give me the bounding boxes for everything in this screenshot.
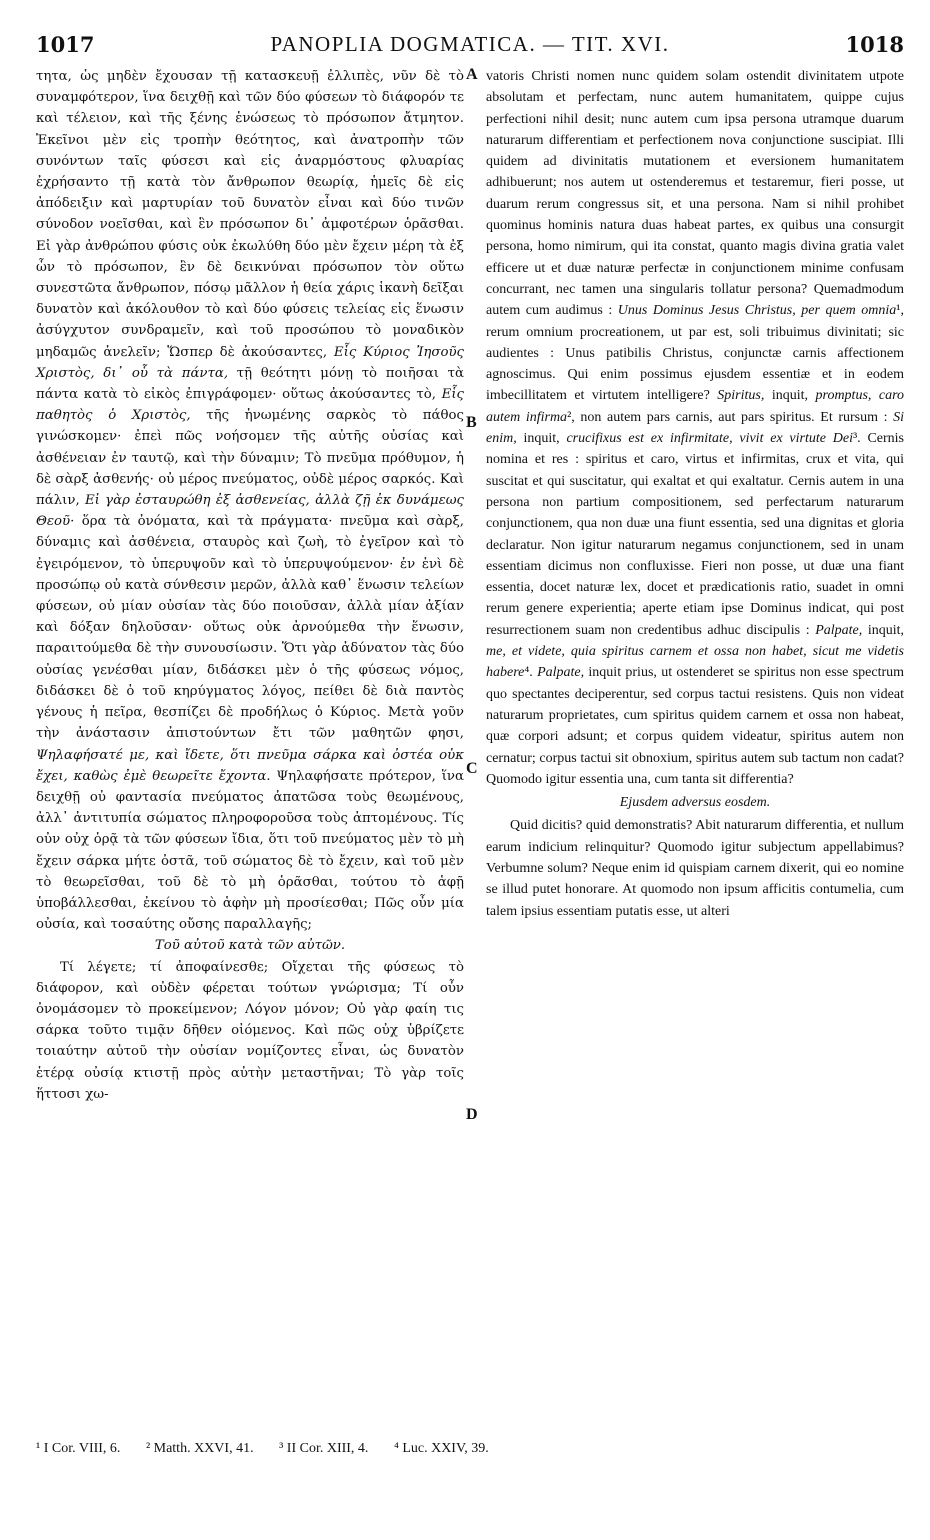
latin-quote: Unus Dominus Jesus Christus, per quem omnia [617,303,897,319]
page-number-left: 1017 [36,32,95,57]
latin-quote: Si enim, [486,409,905,447]
greek-text: ὅρα τὰ ὀνόματα, καὶ τὰ πράγματα· πνεῦμα καὶ σὰρξ, δύναμις καὶ ἀσθένεια, σταυρὸς καὶ ζωὴ, τὸ ἐγεῖρον καὶ τὸ ἐγειρόμενον, τὸ ὑπερυψοῦν καὶ τὸ ὑπερυψούμενον· ἐν ἑνὶ δὲ προσώπῳ οὐ κατὰ σύνθεσιν μερῶν, ἀλλὰ καθ᾽ ἕνωσιν τελείων φύσεων, οὐ μίαν οὐσίαν τὰς δύο ποιοῦσαν, ἀλλὰ μίαν ἀξίαν καὶ δόξαν δηλοῦσαν· οὕτως οὐκ ἀρνούμεθα τὴν ἕνωσιν, παραιτούμεθα δὲ τὴν συνουσίωσιν. Ὅτι γὰρ ἀδύνατον τὰς δύο οὐσίας γενέσθαι μίαν, διδάσκει μὲν ὁ τῆς φύσεως νόμος, διδάσκει δὲ ὁ τοῦ κηρύγματος λόγος, πείθει δὲ διὰ παντὸς γένους ἡ πεῖρα, θεσπίζει δὲ προδήλως ὁ Κύριος. Μετὰ γοῦν τὴν ἀνάστασιν ἀπιστούντων ἔτι τῶν μαθητῶν φησι, [36,514,464,742]
latin-text: inquit, [867,622,904,638]
margin-mark-a: A [466,66,478,83]
greek-text: τῇ θεότητι μόνῃ τὸ ποιῆσαι τὰ πάντα κατὰ τὸ εἰκὸς ἐπιγράφομεν· οὕτως ἀκούσαντες τὸ, [36,365,464,403]
footnote-1: ¹ I Cor. VIII, 6. [36,1441,121,1456]
greek-text: τητα, ὡς μηδὲν ἔχουσαν τῇ κατασκευῇ ἐλλιπὲς, νῦν δὲ τὸ συναμφότερον, ἵνα δειχθῇ καὶ τῶν δύο φύσεων τὸ διάφορόν τε καὶ τέλειον, καὶ τῆς ξένης ἑνώσεως τὸ πρόσωπον ἄτμητον. Ἐκεῖνοι μὲν εἰς τροπὴν θεότητος, καὶ ἀνατροπὴν τῶν συνόντων ταῖς φύσεσι καὶ εἰς ἀναρμόστους φλυαρίας ἐχρήσαντο τῇ κατὰ τὸν ἄνθρωπον θεωρίᾳ, ἡμεῖς δὲ εἰς ἀπόδειξιν καὶ μαρτυρίαν τοῦ δυνατὸν εἶναι καὶ δύο τινῶν σύνοδον νοεῖσθαι, καὶ ἓν πρόσωπον δι᾽ ἀμφοτέρων ὁρᾶσθαι. Εἰ γὰρ ἀνθρώπου φύσις οὐκ ἐκωλύθη δύο μὲν ἔχειν μέρη τὰ ἐξ ὧν τὸ πρόσωπον, ἓν δὲ δεικνύναι πρόσωπον τὸν οὕτω συνεστῶτα ἄνθρωπον, πόσῳ μᾶλλον ἡ θεία χάρις ἱκανὴ δεῖξαι δυνατὸν καὶ ἀκόλουθον τὸ καὶ δύο φύσεις τελείας εἰς ἕνωσιν ἀσύγχυτον συνδραμεῖν, καὶ τοῦ προσώπου τὸ μοναδικὸν μηδαμῶς ἀνελεῖν; Ὥσπερ δὲ ἀκούσαντες, [36,69,464,360]
greek-text: τῆς ἡνωμένης σαρκὸς τὸ πάθος γινώσκομεν· ἐπεὶ πῶς νοήσομεν τῆς αὐτῆς οὐσίας καὶ ἀσθένειαν ἐν ταυτῷ, καὶ τὴν δύναμιν; Τὸ πνεῦμα πρόθυμον, ἡ δὲ σὰρξ ἀσθενής· οὐ μέρος πνεύματος, οὐδὲ μέρος σαρκός. Καὶ πάλιν, [36,408,464,509]
latin-text: vatoris Christi nomen nunc quidem solam ostendit divinitatem utpote absolutam et perfectam, nunc autem humanitatem, quippe cujus perfectioni nihil desit; nunc autem cum ipsa persona utramque duarum naturarum differentiam et perfectionem nova conjunctione suscipiat. Illi quidem ad divinitatis mutationem et eversionem humanitatem adhibuerunt; nos autem ut ostenderemus et testaremur, fieri posse, ut duarum rerum congressus sit, et una persona. Nam si nihil prohibet quominus hominis natura duas habeat partes, ex quibus una consurgit persona, homo nimirum, qui ita constat, quanto magis divina gratia valet efficere ut et duæ naturæ perfectæ in conjunctionem minime confusam concurrant, nec tamen una singularis tollatur persona? Quemadmodum autem cum audimus : [486,69,904,319]
running-header [36,28,904,58]
latin-text: inquit, [523,431,560,447]
latin-text: ⁴. [524,665,533,681]
margin-mark-d: D [466,1106,478,1123]
footnote-3: ³ II Cor. XIII, 4. [279,1441,369,1456]
footnotes [36,1441,511,1457]
latin-quote: promptus, caro autem infirma [486,388,905,425]
greek-quote: Εἷς Κύριος Ἰησοῦς Χριστὸς, δι᾽ οὗ τὰ πάντα, [36,344,465,381]
greek-paragraph-1 [36,66,464,935]
latin-text: ², non autem pars carnis, aut pars spiritus. Et rursum : [567,409,888,425]
latin-quote: crucifixus est ex infirmitate, vivit ex virtute Dei [566,431,853,447]
greek-quote: Ψηλαφήσατέ με, καὶ ἴδετε, ὅτι πνεῦμα σάρκα καὶ ὀστέα οὐκ ἔχει, καθὼς ἐμὲ θεωρεῖτε ἔχοντα. [36,747,464,784]
latin-paragraph-2: Quid dicitis? quid demonstratis? Abit naturarum differentia, et nullum earum indicium relinquitur? Quomodo igitur subjectum appellabimus? Verbumne solum? Neque enim id quispiam carnem dixerit, qui eo nomine se illud putet honorare. At quomodo non ipsum afficitis contumelia, cum talem ipsius essentiam putatis esse, ut alteri [486,818,904,919]
greek-quote: Εἰ γὰρ ἐσταυρώθη ἐξ ἀσθενείας, ἀλλὰ ζῇ ἐκ δυνάμεως Θεοῦ· [36,493,464,530]
running-title: PANOPLIA DOGMATICA. — TIT. XVI. [270,32,670,56]
latin-text: inquit prius, ut ostenderet se spiritus non esse spectrum quo spectantes deciperentur, sed corpus tactui resistens. Quis non videat naturarum proprietates, cum spiritus quidem carnem et ossa non habeat, quæ corpori adsunt; et corpus quidem videatur, spiritus autem non cernatur; corpus tactui sit obnoxium, spiritus autem sub tactum non cadat? Quomodo igitur essentia una, cum tanta sit differentia? [486,665,905,787]
latin-column [486,66,904,922]
latin-paragraph-1 [486,66,904,790]
latin-quote: Spiritus, [717,388,765,404]
greek-text: Ψηλαφήσατε πρότερον, ἵνα δειχθῇ οὐ φαντασία πνεύματος ἀπατῶσα τοὺς θεωμένους, ἀλλ᾽ ἀντιτυπία σώματος πληροφοροῦσα τοὺς ἀπτομένους. Τίς οὐν οὐχ ὁρᾷ τὰ τῶν φύσεων ἴδια, ὅτι τοῦ πνεύματος μὲν τὸ μὴ ἔχειν σάρκα μήτε ὀστᾶ, τοῦ σώματος δὲ τὸ ἔχειν, καὶ τοῦ μὲν τὸ θεωρεῖσθαι, τοῦ δὲ τὸ μὴ ὁρᾶσθαι, τούτου τὸ ἁφῇ ὑποβάλλεσθαι, ἐκείνου τὸ ἁφὴν μὴ προσίεσθαι; Πῶς οὖν μία οὐσία, καὶ τοσαύτης οὔσης παραλλαγῆς; [36,768,464,933]
margin-mark-b: B [466,414,477,431]
greek-column [36,66,464,1105]
latin-quote: me, et videte, quia spiritus carnem et ossa non habet, sicut me videtis habere [486,644,904,681]
latin-quote: Palpate, [537,665,585,681]
latin-text: ¹, rerum omnium procreationem, ut par est, soli tribuimus divinitati; sic audientes : Unus patibilis Christus, conjunctæ carnis affectionem agnoscimus. Qui enim possimus ejusdem essentiæ et in eodem imbecillitatem et virtutem intelligere? [486,303,904,404]
footnote-2: ² Matth. XXVI, 41. [145,1441,254,1456]
greek-section-title: Τοῦ αὐτοῦ κατὰ τῶν αὐτῶν. [154,938,346,954]
margin-mark-c: C [466,760,478,777]
latin-quote: Palpate, [815,622,863,638]
latin-text: inquit, [771,388,809,404]
latin-section-title: Ejusdem adversus eosdem. [619,795,771,811]
latin-text: ³. Cernis nomina et res : spiritus et caro, virtus et infirmitas, crux et vita, qui suscitat et qui suscitatur, qui exaltat et qui exaltatur. Cernis autem in una persona non partium compositionem, sed perfectarum naturarum conjunctionem, qua non duæ una fiunt essentia, sed una dignitas et gloria declaratur. Non igitur naturarum negamus conjunctionem, sed in unam essentiam dicimus non confluxisse. Fieri non posse, ut duæ una fiant essentia, docet naturæ lex, docet et prædicationis ratio, suadet in omni rerum genere experientia; aperte etiam ipse Dominus indicat, qui post resurrectionem suam non credentibus adhuc discipulis : [486,431,905,638]
footnote-4: ⁴ Luc. XXIV, 39. [393,1441,489,1456]
page-number-right: 1018 [845,32,904,57]
greek-paragraph-2: Τί λέγετε; τί ἀποφαίνεσθε; Οἴχεται τῆς φύσεως τὸ διάφορον, καὶ οὐδὲν φέρεται τούτων γνώρισμα; Τί οὖν ὀνομάσομεν τὸ προκείμενον; Λόγον μόνον; Οὐ γὰρ φαίη τις σάρκα τοῦτο τιμᾷν δῆθεν οἰόμενος. Καὶ πῶς οὐχ ὑβρίζετε τοιαύτην αὐτοῦ τὴν οὐσίαν νομίζοντες εἶναι, ὡς δυνατὸν ἑτέρᾳ οὐσίᾳ κτιστῇ πρὸς αὐτὴν μεταστῆναι; Τὸ γὰρ τοῖς ἥττοσι χω- [36,959,464,1102]
greek-quote: Εἷς παθητὸς ὁ Χριστὸς, [36,387,464,424]
